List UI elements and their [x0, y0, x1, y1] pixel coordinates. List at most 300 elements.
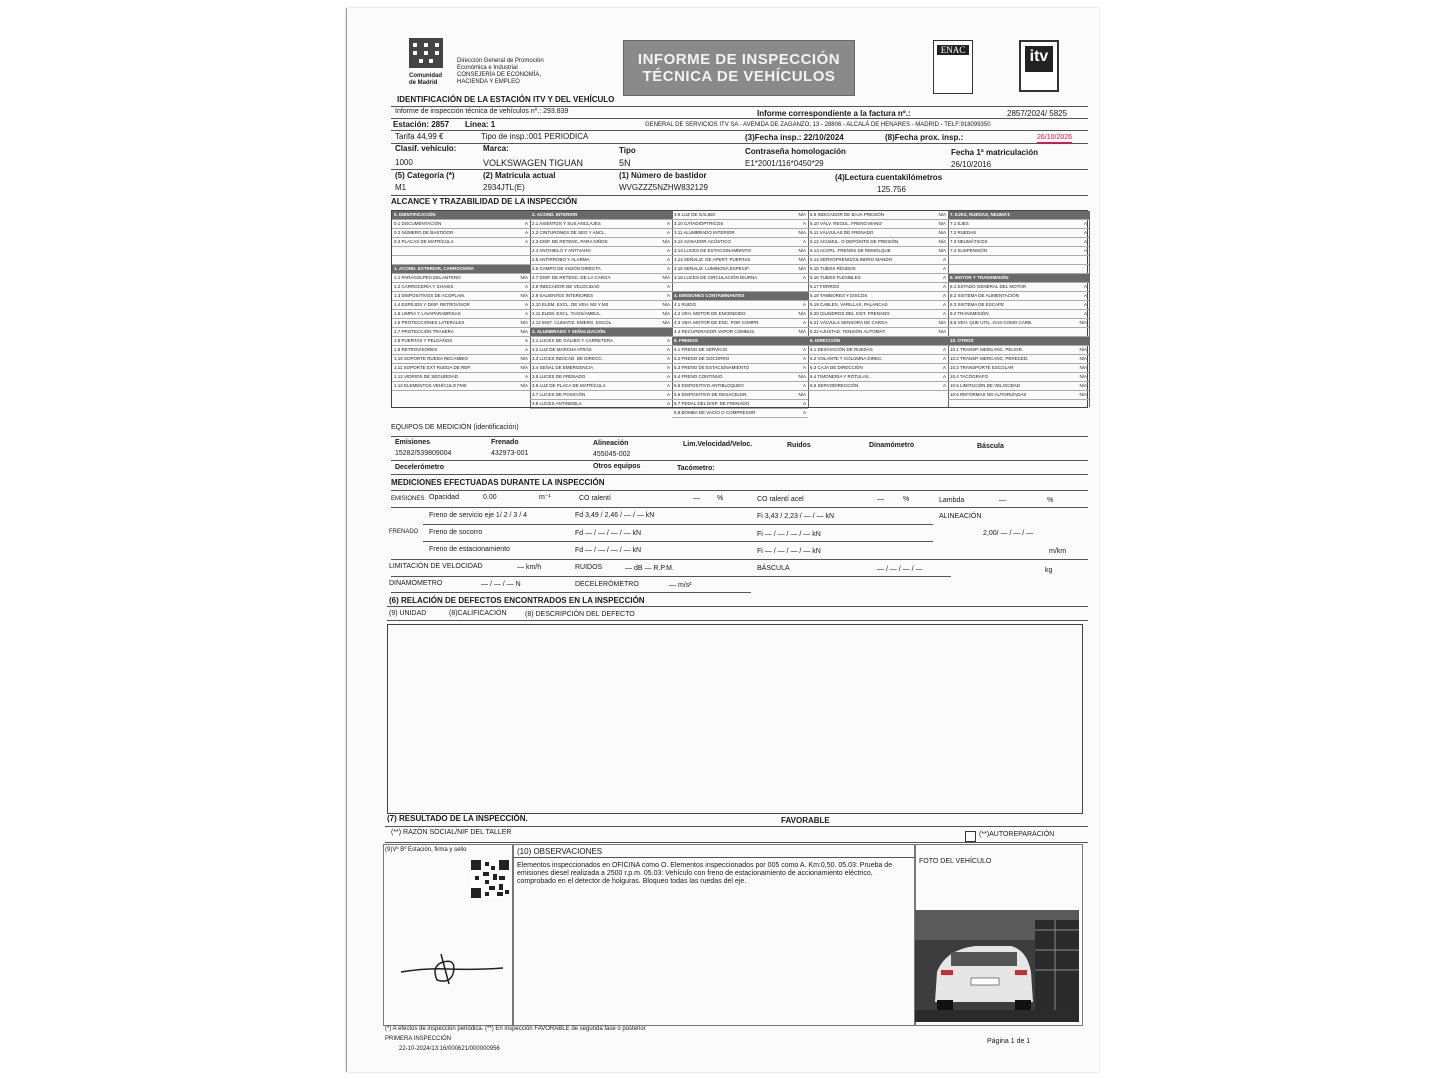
alcance-item-label: 5.17 FORROS — [810, 284, 840, 289]
dinamometro-value: — / — / — N — [481, 581, 521, 588]
co-ralenti-label: CO ralentí — [579, 495, 611, 502]
alcance-item-result: N/A — [938, 239, 946, 244]
alcance-item-label: 10.1 TRANSP. MERCANC. PELIGR. — [950, 347, 1024, 352]
alcance-item-label: 1.12 VIDRIOS DE SEGURIDAD — [394, 374, 459, 379]
alcance-item-label: 1.3 DISPOSITIVOS DE ACOPLAM. — [394, 293, 466, 298]
alcance-item — [948, 391, 1089, 400]
alcance-item-label: 7.3 NEUMÁTICOS — [950, 239, 988, 244]
co-ralenti-value: — — [693, 495, 700, 502]
alcance-item-label: 0.2 NÚMERO DE BASTIDOR — [394, 230, 454, 235]
marca-label: Marca: — [483, 144, 509, 153]
taller-label: (**) RAZÓN SOCIAL/NIF DEL TALLER — [391, 829, 512, 836]
alcance-item-label: 5.15 TUBOS RÍGIDOS — [810, 266, 856, 271]
emisiones-value: 15282/539809004 — [395, 450, 452, 457]
alcance-item-result: N/A — [938, 212, 946, 217]
lambda-label: Lambda — [939, 497, 965, 504]
alcance-item-result: A — [666, 356, 670, 361]
alcance-item-label: 3.5 LUCES DE FRENADO — [532, 374, 586, 379]
itv-text: itv — [1025, 46, 1053, 72]
alcance-group-header: 6. DIRECCIÓN — [808, 337, 948, 346]
alcance-item — [672, 256, 808, 265]
signature-icon — [397, 948, 507, 988]
alcance-item — [672, 274, 808, 283]
opacidad-unit: m⁻¹ — [539, 494, 551, 501]
alcance-item — [808, 319, 948, 328]
alcance-item-result: N/A — [938, 230, 946, 235]
tacometro-label: Tacómetro: — [677, 465, 715, 472]
alcance-item-result: N/A — [520, 329, 528, 334]
alcance-item — [948, 229, 1089, 238]
foto-label: FOTO DEL VEHÍCULO — [919, 858, 992, 865]
bastidor-label: (1) Número de bastidor — [619, 171, 707, 180]
footer-primera: PRIMERA INSPECCIÓN — [385, 1036, 452, 1042]
alcance-item-result: A — [942, 347, 946, 352]
fd-socorro: Fd — / — / — / — kN — [575, 530, 642, 537]
alcance-item — [808, 364, 948, 373]
dinamometro-label: Dinamómetro — [869, 442, 915, 449]
alcance-item — [392, 382, 530, 391]
bastidor-value: WVGZZZ5NZHW832129 — [619, 183, 708, 192]
alcance-item-result: N/A — [938, 248, 946, 253]
alcance-item-label: 2.2 CINTURONES DE SEG Y ANCL. — [532, 230, 606, 235]
tipo-label: Tipo — [619, 146, 636, 155]
co-acel-label: CO ralentí acel — [757, 496, 804, 503]
limitacion-value: — km/h — [517, 564, 542, 571]
madrid-logo — [409, 38, 449, 86]
emisiones-row-label: EMISIONES — [391, 496, 425, 502]
alcance-item — [530, 265, 672, 274]
alcance-grid — [391, 210, 1088, 415]
tipo-insp: Tipo de insp.:001 PERIODICA — [481, 132, 589, 141]
footer-note: (*) A efectos de inspección periódica. (**) En inspección FAVORABLE de segunda fase o posterior — [385, 1026, 646, 1032]
alcance-item — [392, 256, 530, 265]
alcance-item — [392, 292, 530, 301]
alcance-item — [808, 301, 948, 310]
alcance-item — [672, 247, 808, 256]
alcance-item — [672, 265, 808, 274]
alcance-item — [808, 382, 948, 391]
alcance-item-label: 2.12 INST. CLIMATIZ. EMERG. ESCOL. — [532, 320, 613, 325]
alcance-item-label: 5.6 DISPOSITIVO DE DESACELER. — [674, 392, 748, 397]
decelerometro-label: DECELERÓMETRO — [575, 581, 639, 588]
alcance-item-label: 1.2 CARROCERÍA Y CHASIS — [394, 284, 454, 289]
alcance-item — [808, 346, 948, 355]
alcance-item — [948, 310, 1089, 319]
alcance-item — [948, 364, 1089, 373]
alcance-item-label: 5.9 INDICADOR DE BAJA PRESIÓN — [810, 212, 885, 217]
ruidos-label: Ruidos — [787, 442, 811, 449]
company-info: GENERAL DE SERVICIOS ITV SA - AVENIDA DE ZAGANZO, 13 - 28806 - ALCALÁ DE HENARES - MADRID - TELF:918099350 — [645, 122, 991, 128]
alcance-item-label: 3.3 LUCES INDICAD. DE DIRECC. — [532, 356, 603, 361]
fecha-insp: (3)Fecha insp.: 22/10/2024 — [745, 133, 844, 142]
alcance-item-result: A — [942, 284, 946, 289]
qr-code-icon — [471, 860, 509, 898]
inspection-report-page — [346, 8, 1099, 1072]
fecha-prox-label: (8)Fecha prox. insp.: — [885, 133, 964, 142]
alcance-item — [530, 283, 672, 292]
alcance-item-result: A — [802, 302, 806, 307]
alcance-item — [948, 292, 1089, 301]
alcance-item-result: A — [942, 374, 946, 379]
alcance-item-result: N/A — [798, 392, 806, 397]
alcance-item-result: N/A — [520, 356, 528, 361]
ident-section-title: IDENTIFICACIÓN DE LA ESTACIÓN ITV Y DEL VEHÍCULO — [397, 95, 615, 104]
dept-line: Económica e Industrial — [457, 65, 518, 71]
alcance-item-result: N/A — [520, 275, 528, 280]
alcance-item-label: 10.5 LIMITACIÓN DE VELOCIDAD — [950, 383, 1021, 388]
defectos-title: (6) RELACIÓN DE DEFECTOS ENCONTRADOS EN LA INSPECCIÓN — [389, 596, 645, 605]
alcance-item — [948, 283, 1089, 292]
alcance-item — [392, 301, 530, 310]
alcance-item-label: 1.5 LIMPIA Y LAVAPARABRISAS — [394, 311, 461, 316]
alcance-item — [808, 265, 948, 274]
alcance-item-result: A — [666, 392, 670, 397]
alcance-item — [392, 220, 530, 229]
alcance-item-result: N/A — [1079, 347, 1087, 352]
report-number: Informe de inspección técnica de vehículos nº.: 293.839 — [395, 108, 569, 115]
alcance-item-label: 3.12 AVISADOR ACÚSTICO — [674, 239, 731, 244]
alcance-item — [672, 319, 808, 328]
alcance-item-result: A — [666, 293, 670, 298]
alcance-item-result: A — [802, 401, 806, 406]
alcance-item-result: N/A — [798, 374, 806, 379]
alcance-item-label: 5.21 VÁLVULA SENSORA DE CARGA — [810, 320, 888, 325]
defectos-descripcion: (8) DESCRIPCIÓN DEL DEFECTO — [525, 611, 635, 618]
alcance-item — [672, 373, 808, 382]
alcance-item-label: 1.7 PROTECCIÓN TRASERA — [394, 329, 454, 334]
alcance-item-label: 2.9 SALIENTES INTERIORES — [532, 293, 594, 298]
alcance-item-result: N/A — [938, 221, 946, 226]
alcance-item-result: A — [524, 239, 528, 244]
autorep-checkbox[interactable] — [965, 831, 976, 842]
frenado-label: Frenado — [491, 439, 519, 446]
alcance-item — [530, 337, 672, 346]
defectos-box — [387, 624, 1083, 814]
alcance-item — [948, 220, 1089, 229]
alcance-item — [672, 382, 808, 391]
alcance-item-result: A — [524, 347, 528, 352]
alcance-item-result: N/A — [1079, 356, 1087, 361]
report-title-line2: TÉCNICA DE VEHÍCULOS — [642, 68, 836, 85]
alcance-item — [392, 283, 530, 292]
tarifa: Tarifa 44,99 € — [395, 132, 444, 141]
alcance-item — [672, 301, 808, 310]
alcance-item-label: 2.1 ASIENTOS Y SUS ANCLAJES — [532, 221, 601, 226]
alcance-group-header: 0. IDENTIFICACIÓN — [392, 211, 530, 220]
alcance-item-label: 0.3 PLACAS DE MATRÍCULA — [394, 239, 454, 244]
alineacion-title: ALINEACIÓN — [939, 513, 982, 520]
alcance-item-result: N/A — [1079, 320, 1087, 325]
alcance-item-label: 2.7 DISP. DE RETENC. DE LA CARGA — [532, 275, 611, 280]
alcance-item-result: A — [802, 275, 806, 280]
report-title — [623, 40, 855, 96]
alcance-item — [948, 373, 1089, 382]
freno-estac-label: Freno de estacionamiento — [429, 546, 510, 553]
alcance-item-label: 5.3 FRENO DE ESTACIONAMIENTO — [674, 365, 750, 370]
alcance-item-label: 6.5 SERVODIRECCIÓN — [810, 383, 859, 388]
alcance-item-label: 5.12 ACUMUL. O DEPÓSITO DE PRESIÓN — [810, 239, 899, 244]
alcance-item — [672, 364, 808, 373]
alcance-item — [530, 247, 672, 256]
alcance-item — [530, 301, 672, 310]
alcance-item-result: A — [666, 374, 670, 379]
alcance-item — [530, 382, 672, 391]
matric-label: Fecha 1ª matriculación — [951, 148, 1038, 157]
alcance-item-result: A — [524, 311, 528, 316]
alcance-item — [808, 247, 948, 256]
fd-estac: Fd — / — / — / — kN — [575, 547, 642, 554]
ruidos-value: — dB — R.P.M. — [625, 565, 674, 572]
alcance-item-label: 3.7 LUCES DE POSICIÓN — [532, 392, 586, 397]
otros-label: Otros equipos — [593, 463, 641, 470]
alcance-item-label: 8.2 SISTEMA DE ALIMENTACIÓN — [950, 293, 1019, 298]
alcance-item — [672, 400, 808, 409]
defectos-unidad: (9) UNIDAD — [389, 610, 427, 617]
dept-line: Dirección General de Promoción — [457, 58, 544, 64]
alcance-item-result: A — [942, 266, 946, 271]
alcance-item-label: 5.1 FRENO DE SERVICIO — [674, 347, 728, 352]
alcance-item — [530, 364, 672, 373]
alcance-item-result: N/A — [1079, 374, 1087, 379]
alcance-item — [672, 283, 808, 292]
bascula-label: Báscula — [977, 443, 1004, 450]
alcance-item-label: 4.3 VEH. MOTOR DE ENC. POR COMPR. — [674, 320, 760, 325]
alcance-item-result: A — [524, 374, 528, 379]
enac-text: ENAC — [937, 45, 969, 55]
alcance-item — [392, 364, 530, 373]
alcance-item-result: N/A — [798, 257, 806, 262]
alcance-item — [948, 238, 1089, 247]
alcance-item-label: 5.20 CILINDROS DEL SIST. FRENADO — [810, 311, 890, 316]
co-acel-value: — — [877, 496, 884, 503]
footer-code: 22-10-2024/13:16/000621/000000956 — [399, 1046, 500, 1052]
alcance-item-result: N/A — [798, 311, 806, 316]
alcance-item-label: 5.16 TUBOS FLEXIBLES — [810, 275, 861, 280]
alcance-item-label: 1.4 ESPEJOS Y DISP. RETROVISOR — [394, 302, 470, 307]
alineacion-unit: m/km — [1049, 548, 1067, 555]
alcance-item-result: A — [942, 383, 946, 388]
alcance-item — [672, 211, 808, 220]
alcance-item-result: A — [1083, 302, 1087, 307]
vehicle-photo-icon — [915, 910, 1079, 1022]
alcance-item-label: 10.2 TRANSP. MERCANC. PERECED. — [950, 356, 1029, 361]
alcance-item-result: A — [942, 293, 946, 298]
defectos-calificacion: (8)CALIFICACIÓN — [449, 610, 507, 617]
alcance-item-result: A — [666, 338, 670, 343]
alcance-item-label: 3.13 LUCES DE ESTACIONAMIENTO — [674, 248, 751, 253]
bascula-unit: kg — [1045, 567, 1053, 574]
alcance-item-result: N/A — [662, 239, 670, 244]
fi-socorro: Fi — / — / — / — kN — [757, 531, 821, 538]
alcance-item-label: 3.14 SEÑALIZ. DE APERT. PUERTAS — [674, 257, 751, 262]
alcance-item-label: 8.5 VEH. QUE UTIL. GAS COMO CARB. — [950, 320, 1033, 325]
alcance-item-label: 3.8 LUCES ANTINIEBLA — [532, 401, 582, 406]
alcance-item-result: N/A — [798, 248, 806, 253]
alcance-item — [392, 346, 530, 355]
alcance-item-result: A — [942, 356, 946, 361]
alcance-item-result: A — [524, 338, 528, 343]
fi-estac: Fi — / — / — / — kN — [757, 548, 821, 555]
alcance-item-result: N/A — [798, 329, 806, 334]
alcance-item-result: A — [666, 266, 670, 271]
marca-value: VOLKSWAGEN TIGUAN — [483, 158, 584, 168]
alcance-item-label: 1.6 PROTECCIONES LATERALES — [394, 320, 465, 325]
alcance-item — [530, 346, 672, 355]
alcance-item — [392, 373, 530, 382]
alcance-item — [672, 346, 808, 355]
alcance-item — [392, 355, 530, 364]
alcance-item — [948, 328, 1089, 337]
alcance-item-result: N/A — [662, 302, 670, 307]
km-value: 125.756 — [877, 185, 906, 194]
alcance-item-label: 1.1 PARAGOLPES DELANTERO — [394, 275, 461, 280]
report-title-line1: INFORME DE INSPECCIÓN — [637, 51, 841, 68]
alcance-item — [672, 310, 808, 319]
alcance-item-result: A — [666, 221, 670, 226]
alcance-item — [948, 265, 1089, 274]
alcance-item-label: 5.4 FRENO CONTINUO — [674, 374, 723, 379]
alcance-item — [392, 229, 530, 238]
alcance-item — [808, 292, 948, 301]
alcance-item-result: A — [666, 347, 670, 352]
alineacion-value: 2,00/ — / — / — — [983, 530, 1034, 537]
matricula-label: (2) Matrícula actual — [483, 171, 556, 180]
alcance-item-label: 5.13 ACOPL. FRENOS DE REMOLQUE — [810, 248, 891, 253]
alcance-item — [530, 220, 672, 229]
limitacion-label: LIMITACIÓN DE VELOCIDAD — [389, 563, 483, 570]
alcance-item — [392, 238, 530, 247]
alcance-item-label: 1.9 RETROVISORES — [394, 347, 438, 352]
mediciones-title: MEDICIONES EFECTUADAS DURANTE LA INSPECCIÓN — [391, 478, 605, 487]
alcance-item-label: 3.4 SEÑAL DE EMERGENCIA — [532, 365, 594, 370]
alcance-item-label: 2.3 DISP. DE RETENC. PARA NIÑOS — [532, 239, 608, 244]
matric-value: 26/10/2016 — [951, 160, 992, 169]
alcance-item-result: A — [1083, 248, 1087, 253]
alcance-item — [808, 373, 948, 382]
alcance-group-header: 8. MOTOR Y TRANSMISIÓN — [948, 274, 1089, 283]
alcance-item — [808, 220, 948, 229]
alcance-item-label: 3.11 ALUMBRADO INTERIOR — [674, 230, 735, 235]
alcance-item — [808, 283, 948, 292]
autorep-label: (**)AUTOREPARACIÓN — [979, 831, 1055, 838]
alcance-column — [392, 211, 531, 407]
alcance-item-label: 6.3 CAJA DE DIRECCIÓN — [810, 365, 863, 370]
alcance-group-header: 5. FRENOS — [672, 337, 808, 346]
alcance-item — [530, 373, 672, 382]
alcance-item — [392, 274, 530, 283]
alcance-item-label: 1.10 SOPORTE RUEDA RECAMBIO — [394, 356, 468, 361]
alcance-item — [530, 238, 672, 247]
alcance-group-header: 4. EMISIONES CONTAMINANTES — [672, 292, 808, 301]
decelerometro-value: — m/s² — [669, 582, 692, 589]
alcance-item-result: N/A — [520, 365, 528, 370]
alcance-item-result: N/A — [662, 311, 670, 316]
dept-line: CONSEJERÍA DE ECONOMÍA, — [457, 72, 542, 78]
alineacion-value: 455045-002 — [593, 451, 631, 458]
fecha-prox: 26/10/2026 — [1037, 134, 1073, 141]
alcance-item-label: 3.6 LUZ DE PLACA DE MATRÍCULA — [532, 383, 606, 388]
bascula-value: — / — / — / — — [877, 566, 923, 573]
alcance-item-result: N/A — [1079, 392, 1087, 397]
alcance-item-result: N/A — [798, 266, 806, 271]
alcance-item-result: N/A — [938, 320, 946, 325]
alcance-item-result: A — [666, 284, 670, 289]
alcance-column — [808, 211, 949, 407]
alcance-item-label: 5.5 DISPOSITIVO ANTIBLOQUEO — [674, 383, 744, 388]
freno-servicio-label: Freno de servicio eje 1/ 2 / 3 / 4 — [429, 512, 528, 519]
alcance-item-result: A — [942, 302, 946, 307]
alcance-item-label: 3.2 LUZ DE MARCHA ATRÁS — [532, 347, 592, 352]
alcance-item-label: 2.10 ELEM. EXCL. DE VEH. M2 Y M3 — [532, 302, 609, 307]
alcance-item-result: N/A — [520, 293, 528, 298]
alcance-item — [948, 247, 1089, 256]
alcance-item-result: N/A — [938, 329, 946, 334]
alcance-item-result: N/A — [1079, 365, 1087, 370]
alcance-item-result: A — [666, 365, 670, 370]
alcance-item-result: A — [802, 347, 806, 352]
alcance-column — [530, 211, 673, 407]
alcance-item-label: 4.1 RUIDO — [674, 302, 697, 307]
alcance-item-label: 3.15 SEÑALIZ. LUMINOSA ESPECIF. — [674, 266, 750, 271]
alcance-item — [672, 355, 808, 364]
madrid-stars-icon — [409, 38, 443, 68]
resultado-value: FAVORABLE — [781, 816, 830, 825]
alcance-item — [948, 301, 1089, 310]
freno-socorro-label: Freno de socorro — [429, 529, 483, 536]
cat-value: M1 — [395, 183, 407, 192]
alcance-item-label: 6.1 DESVIACIÓN DE RUEDAS — [810, 347, 873, 352]
alcance-item — [392, 310, 530, 319]
firma-label: (9)Vº Bº Estación, firma y sello — [385, 847, 467, 853]
alcance-item — [948, 355, 1089, 364]
decel-label: Decelerómetro — [395, 464, 445, 471]
alcance-item-result: A — [1083, 221, 1087, 226]
alcance-item — [672, 220, 808, 229]
alcance-item-label: 5.10 VÁLV. REGUL. FRENO MANO — [810, 221, 882, 226]
alcance-item-label: 3.1 LUCES DE GÁLIBO Y CARRETERA — [532, 338, 614, 343]
alcance-item-result: A — [524, 284, 528, 289]
pct-unit: % — [903, 496, 910, 503]
limvel-label: Lim.Velocidad/Veloc. — [683, 441, 753, 448]
matricula-value: 2934JTL(E) — [483, 183, 525, 192]
clasif-value: 1000 — [395, 158, 413, 167]
alcance-item — [808, 328, 948, 337]
emisiones-label: Emisiones — [395, 439, 431, 446]
alcance-item-result: A — [666, 257, 670, 262]
alcance-item-result: N/A — [520, 383, 528, 388]
alcance-item — [808, 355, 948, 364]
alcance-column — [672, 211, 809, 415]
alcance-item — [530, 229, 672, 238]
alcance-item-label: 5.22 AJUSTAD. TENSIÓN AUTOMÁT. — [810, 329, 887, 334]
alcance-item-result: A — [802, 410, 806, 415]
alcance-group-header: 1. ACOND. EXTERIOR, CARROCERÍA — [392, 265, 530, 274]
pct-unit: % — [717, 495, 724, 502]
alcance-item — [392, 319, 530, 328]
alcance-item-result: A — [1083, 284, 1087, 289]
alcance-item-result: A — [666, 383, 670, 388]
alcance-item-result: A — [802, 320, 806, 325]
contrasena-value: E1*2001/116*0450*29 — [745, 159, 824, 168]
alcance-item-result: N/A — [662, 320, 670, 325]
alcance-item-label: 4.4 RECUPERADOR VAPOR COMBUS. — [674, 329, 756, 334]
alcance-item — [808, 211, 948, 220]
equipos-title: EQUIPOS DE MEDICIÓN (identificación) — [391, 424, 519, 431]
alcance-item — [808, 238, 948, 247]
station: Estación: 2857 — [393, 120, 450, 129]
alcance-item-label: 1.13 ELEMENTOS VEHÍCULO FMS — [394, 383, 467, 388]
alcance-item — [530, 274, 672, 283]
